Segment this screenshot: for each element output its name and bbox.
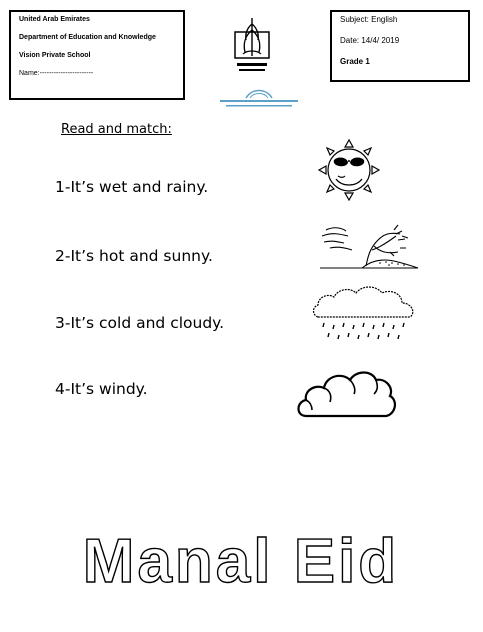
windy-tree-icon <box>318 222 422 272</box>
subject-info-box <box>330 10 470 82</box>
sun-icon <box>308 134 390 206</box>
sentence-3: 3-It’s cold and cloudy. <box>55 314 225 332</box>
school-logo <box>216 86 302 110</box>
department-label: Department of Education and Knowledge <box>19 34 156 41</box>
sentence-1: 1-It’s wet and rainy. <box>55 178 209 196</box>
year-of-tolerance-logo <box>229 14 275 78</box>
subject-label: Subject: English <box>340 15 398 24</box>
cloud-icon <box>294 364 400 424</box>
sentence-2: 2-It’s hot and sunny. <box>55 247 213 265</box>
rain-cloud-icon <box>310 283 420 345</box>
signature-outline-text <box>36 528 446 592</box>
school-info-box <box>9 10 185 100</box>
sentence-4: 4-It’s windy. <box>55 380 148 398</box>
svg-text:Manal Eid: Manal Eid <box>82 528 400 592</box>
name-field[interactable]: Name:----------------------- <box>19 70 94 77</box>
grade-label: Grade 1 <box>340 57 370 66</box>
country-label: United Arab Emirates <box>19 16 90 23</box>
date-label: Date: 14/4/ 2019 <box>340 36 400 45</box>
instruction-heading: Read and match: <box>61 122 172 137</box>
school-label: Vision Private School <box>19 52 91 59</box>
